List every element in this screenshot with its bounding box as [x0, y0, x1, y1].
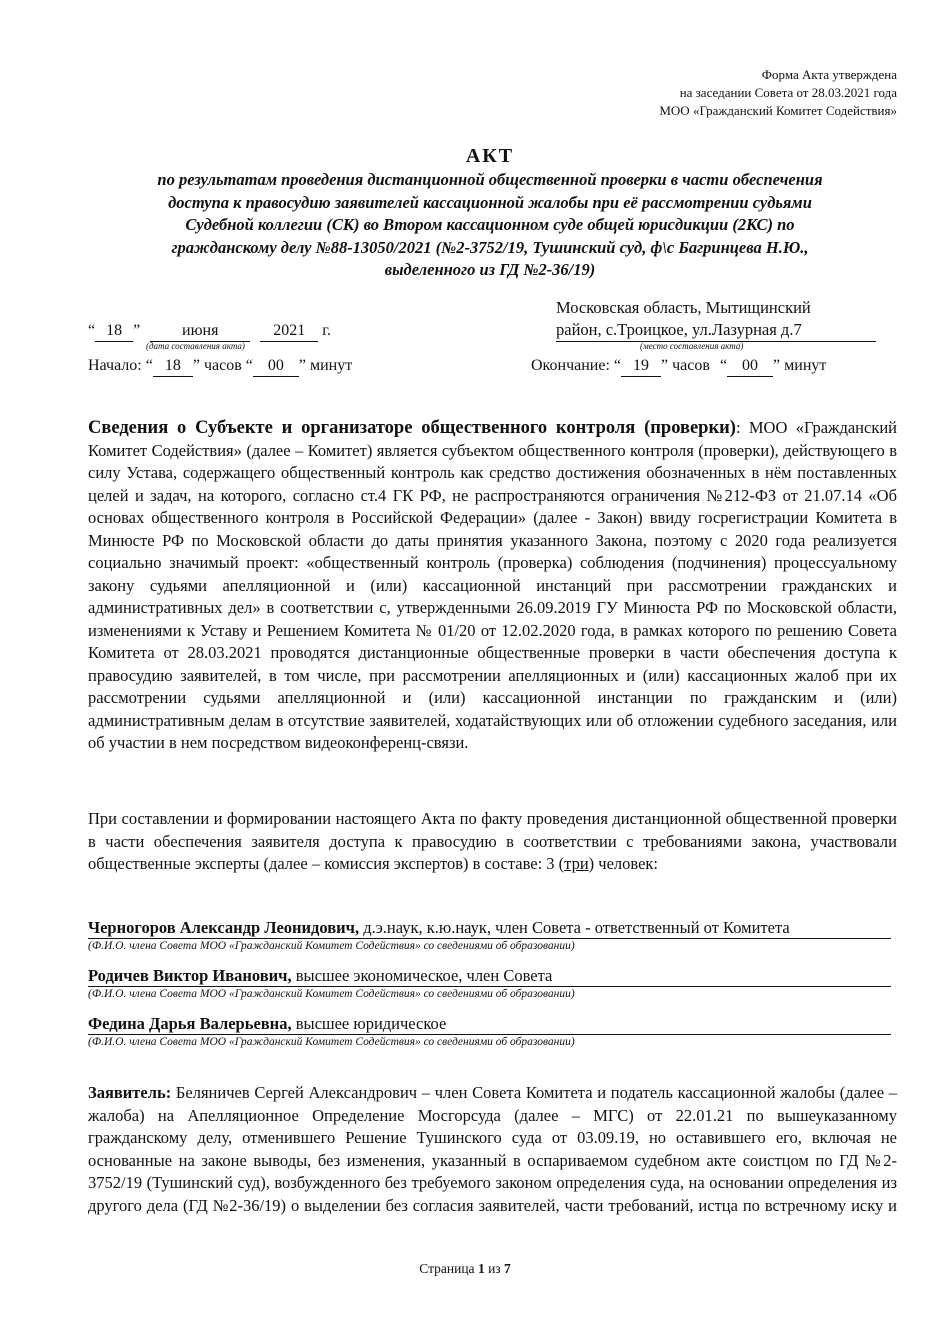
place-caption: (место составления акта) — [640, 341, 744, 351]
act-date: “ 18 ” июня 2021 г. — [88, 321, 331, 342]
end-minutes-label: минут — [784, 357, 827, 374]
composition-count: три — [564, 854, 589, 873]
footer-total-pages: 7 — [504, 1261, 511, 1276]
place-line-1: Московская область, Мытищинский — [556, 298, 811, 317]
member-3-caption: (Ф.И.О. члена Совета МОО «Гражданский Комитет Содействия» со сведениями об образовании) — [88, 1036, 575, 1048]
member-1 — [88, 917, 891, 939]
end-minutes: 00 — [727, 356, 773, 377]
approval-line-2: на заседании Совета от 28.03.2021 года — [679, 85, 897, 100]
document-subtitle-line-1: по результатам проведения дистанционной общественной проверки в части обеспечения — [157, 170, 823, 189]
member-3-details: высшее юридическое — [291, 1014, 447, 1033]
end-hours-label: часов — [672, 357, 710, 374]
end-time: Окончание: “ 19 ” часов “ 00 ” минут — [531, 356, 826, 377]
page-footer — [0, 1261, 930, 1277]
subject-text: : МОО «Гражданский Комитет Содействия» (далее – Комитет) является субъектом общественного контроля (проверки), действующего в силу Устава, содержащего общественный контроль как средство достижения обозначенных в нём поставленных целей и задач, на которого, согласно ст.4 ГК РФ, не распространяются ограничения №212-ФЗ от 21.07.14 «Об основах общественного контроля в Российской Федерации» (далее - Закон) ввиду госрегистрации Комитета в Минюсте РФ по Московской области до даты принятия указанного Закона, поэтому с 2020 года реализуется социально значимый проект: «общественный контроль (проверка) соблюдения (подчинения) процессуальному закону судьями апелляционной и (или) кассационной инстанций при рассмотрении гражданских и административных дел» в соответствии с, утвержденными 26.09.2019 ГУ Минюста РФ по Московской области, изменениями к Уставу и Решением Комитета № 01/20 от 12.02.2020 года, в рамках которого по решению Совета Комитета от 28.03.2021 проводятся дистанционные общественные проверки в части обеспечения доступа к правосудию заявителей, в том числе, при рассмотрении апелляционных и (или) кассационных жалоб при их рассмотрении судьями апелляционной и (или) кассационной инстанции по гражданским и (или) административным делам в отсутствие заявителей, ходатайствующих или об отложении судебного заседания, или об участии в нем посредством видеоконференц-связи. — [88, 418, 897, 752]
document-subtitle-line-3: Судебной коллегии (СК) во Втором кассационном суде общей юрисдикции (2КС) по — [185, 215, 795, 234]
start-minutes: 00 — [253, 356, 299, 377]
applicant-paragraph — [88, 1082, 897, 1217]
member-2-caption: (Ф.И.О. члена Совета МОО «Гражданский Комитет Содействия» со сведениями об образовании) — [88, 988, 575, 1000]
applicant-text: Беляничев Сергей Александрович – член Совета Комитета и податель кассационной жалобы (далее – жалоба) на Апелляционное Определение Мосгорсуда (далее – МГС) от 22.01.21 по вышеуказанному гражданскому делу, отменившего Решение Тушинского суда от 03.09.19, но оставившего его, включая не основанные на законе выводы, без изменения, указанный в оспариваемом судебном акте соистцом по ГД №2-3752/19 (Тушинский суд), возбужденного без требуемого законом определения суда, на основании определения из другого дела (ГД №2-36/19) о выделении без согласия заявителей, части требований, истца по встречному иску и — [88, 1083, 897, 1215]
approval-line-3: МОО «Гражданский Комитет Содействия» — [659, 103, 897, 118]
start-hours: 18 — [153, 356, 193, 377]
document-subtitle-line-4: гражданскому делу №88-13050/2021 (№2-3752/19, Тушинский суд, ф\с Багринцева Н.Ю., — [171, 237, 809, 257]
footer-page-number: 1 — [477, 1261, 485, 1276]
document-title-block — [80, 143, 900, 282]
footer-prefix: Страница — [419, 1261, 478, 1276]
end-hours: 19 — [621, 356, 661, 377]
footer-of: из — [484, 1261, 504, 1276]
approval-note — [659, 66, 897, 120]
document-subtitle-line-5: выделенного из ГД №2-36/19) — [384, 260, 596, 279]
composition-paragraph — [88, 808, 897, 876]
composition-text-end: ) человек: — [588, 854, 659, 873]
place-line-2: район, с.Троицкое, ул.Лазурная д.7 — [556, 319, 876, 342]
subject-heading: Сведения о Субъекте и организаторе общественного контроля (проверки) — [88, 418, 736, 438]
start-label: Начало: — [88, 357, 142, 374]
date-year: 2021 — [260, 321, 318, 342]
member-2-name: Родичев Виктор Иванович, — [88, 966, 292, 985]
member-1-caption: (Ф.И.О. члена Совета МОО «Гражданский Комитет Содействия» со сведениями об образовании) — [88, 940, 575, 952]
applicant-label: Заявитель: — [88, 1083, 172, 1102]
member-3 — [88, 1013, 891, 1035]
end-label: Окончание: — [531, 357, 610, 374]
member-2-details: высшее экономическое, член Совета — [291, 966, 553, 985]
place-of-act — [556, 297, 876, 342]
member-2 — [88, 965, 891, 987]
date-caption: (дата составления акта) — [146, 341, 245, 351]
member-3-name: Федина Дарья Валерьевна, — [88, 1014, 292, 1033]
date-day: 18 — [95, 321, 133, 342]
date-month: июня — [150, 321, 250, 342]
member-1-details: д.э.наук, к.ю.наук, член Совета - ответственный от Комитета — [359, 918, 790, 937]
document-title: АКТ — [465, 145, 515, 167]
start-hours-label: часов — [203, 357, 242, 374]
subject-section — [88, 417, 897, 755]
start-time: Начало: “ 18 ” часов “ 00 ” минут — [88, 356, 352, 377]
date-year-suffix: г. — [322, 322, 331, 339]
approval-line-1: Форма Акта утверждена — [761, 67, 897, 82]
member-1-name: Черногоров Александр Леонидович, — [88, 918, 360, 937]
start-minutes-label: минут — [309, 357, 353, 374]
composition-text: При составлении и формировании настоящего Акта по факту проведения дистанционной общественной проверки в части обеспечения заявителя доступа к правосудию в соответствии с требованиями закона, участвовали общественные эксперты (далее – комиссия экспертов) в составе: 3 ( — [88, 809, 897, 873]
document-subtitle-line-2: доступа к правосудию заявителей кассационной жалобы при её рассмотрении судьями — [168, 192, 812, 212]
